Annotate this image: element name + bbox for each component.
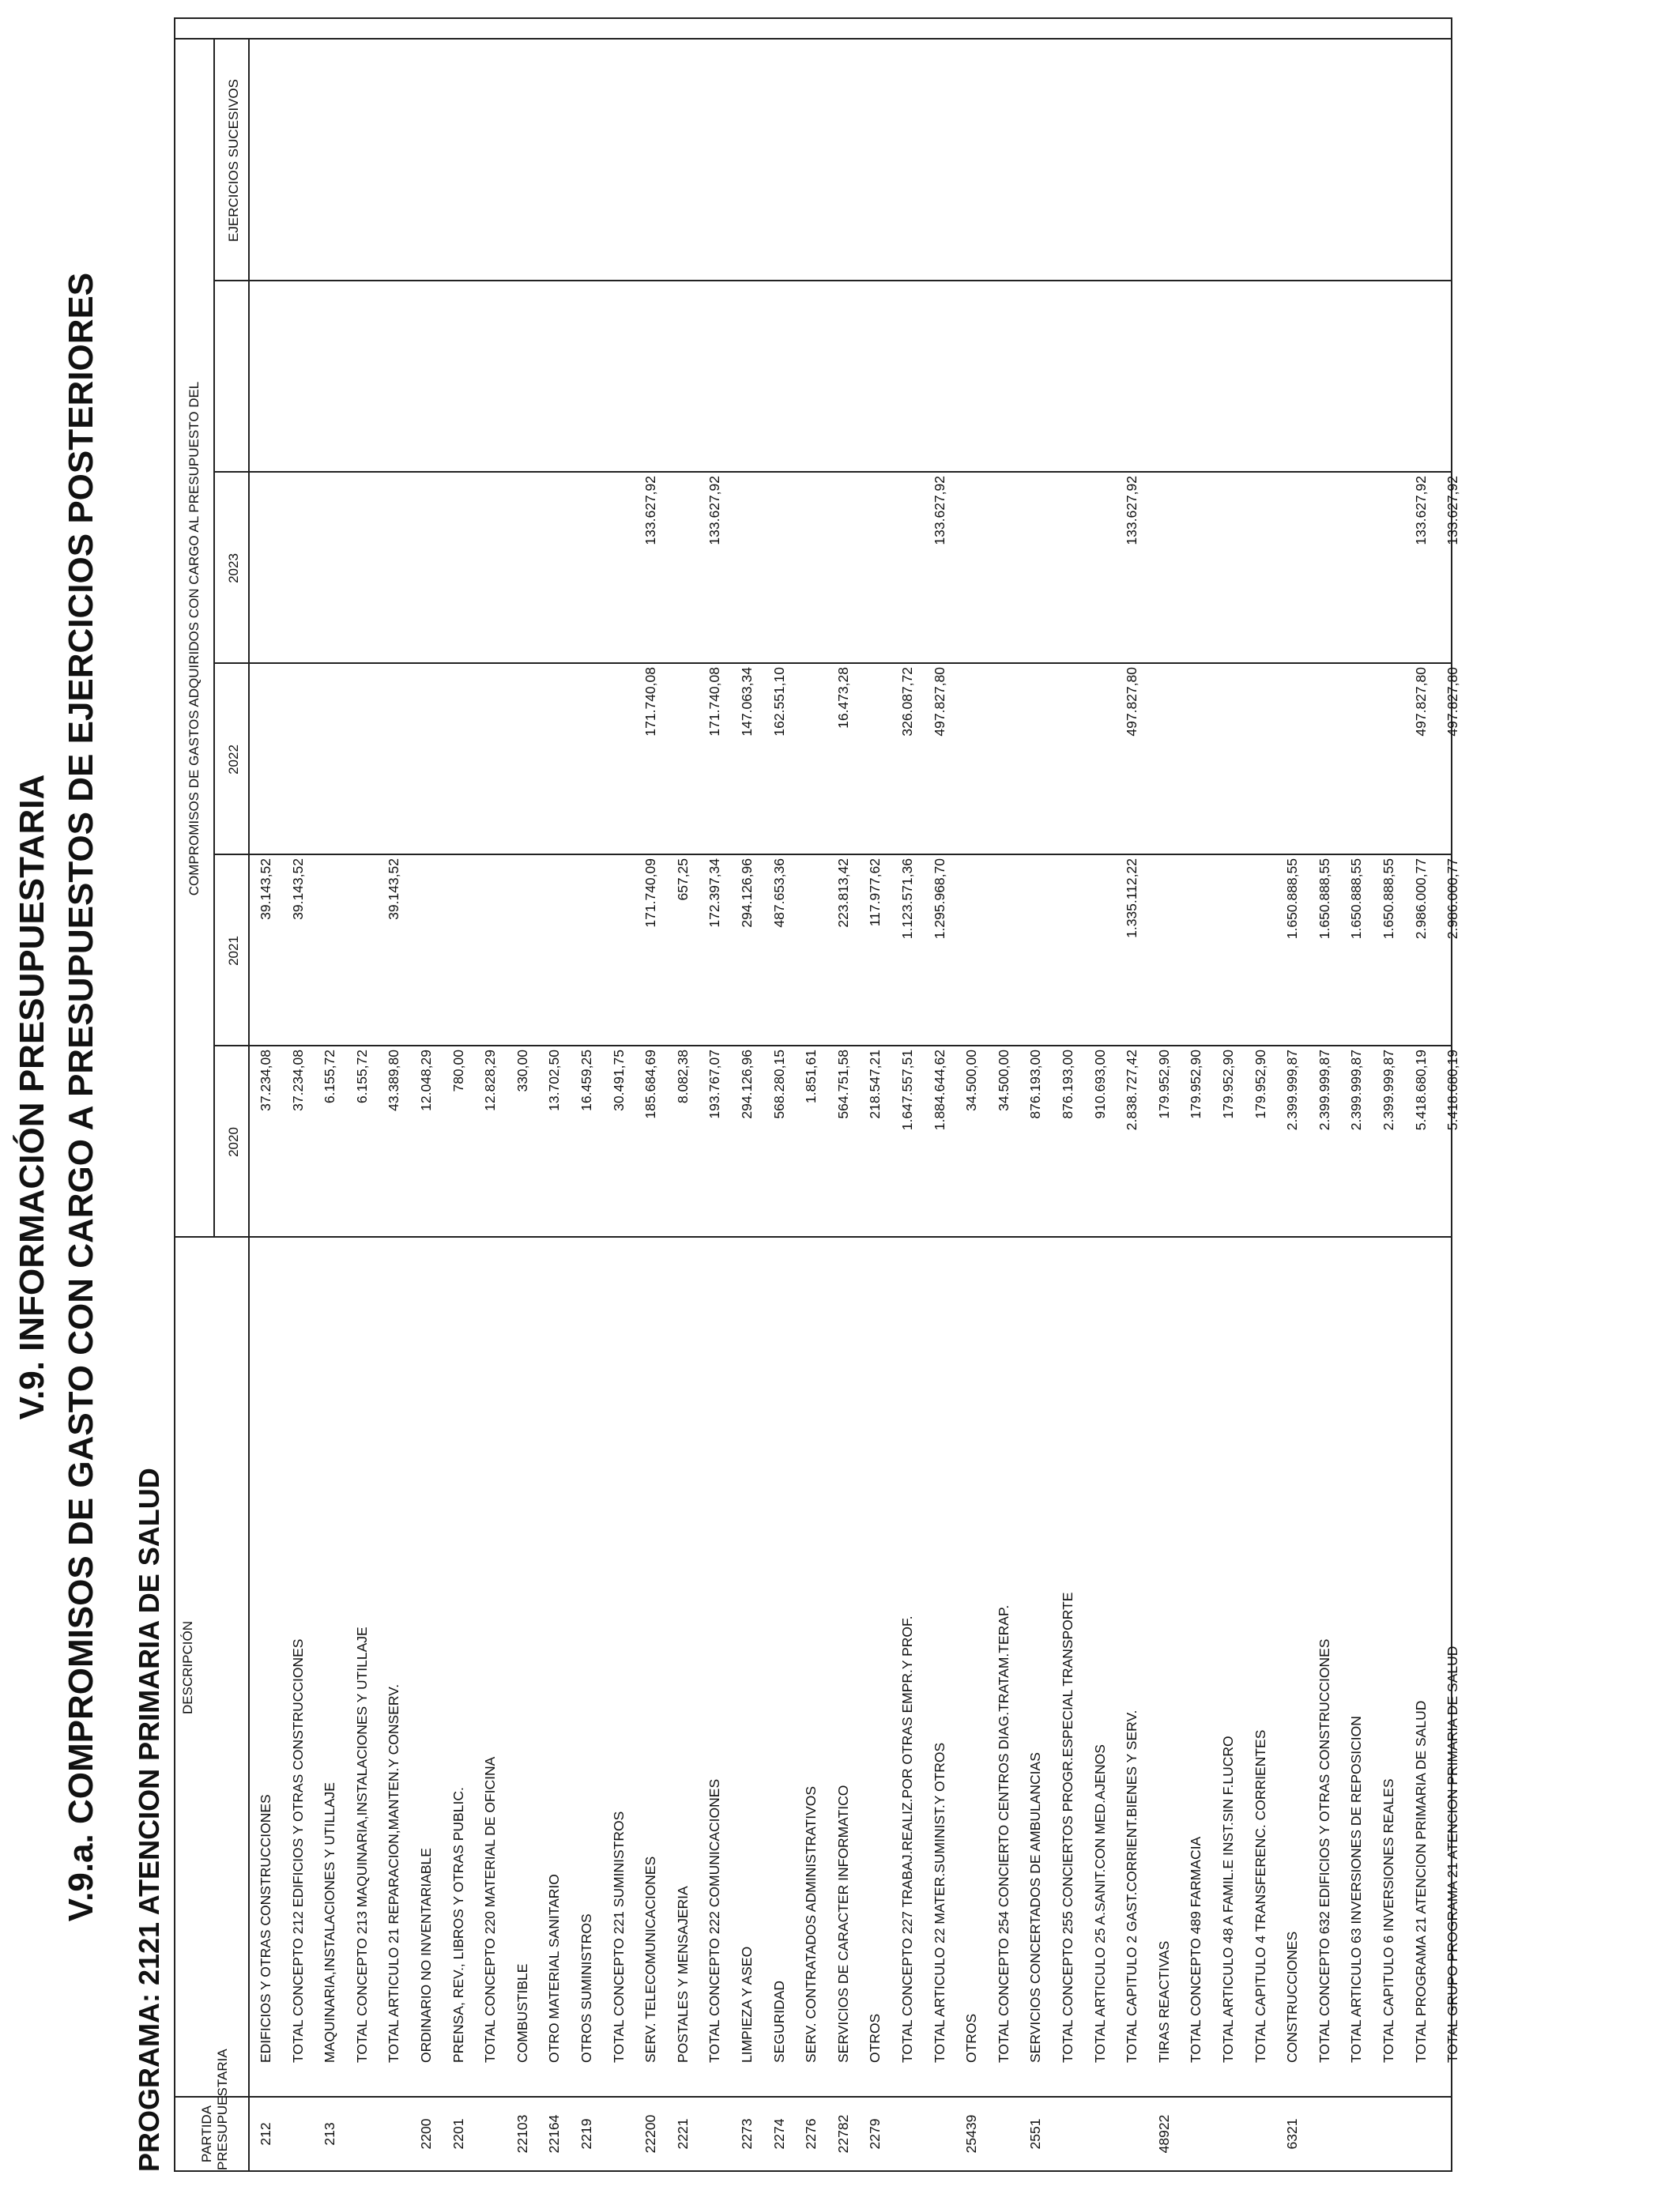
amount-v2022: 497.827,80	[1124, 667, 1140, 737]
description: MAQUINARIA,INSTALACIONES Y UTILLAJE	[322, 1782, 338, 2063]
amount-v2021: 1.295.968,70	[931, 858, 947, 940]
amount-v2023: 133.627,92	[1445, 476, 1461, 545]
amount-v2022: 326.087,72	[899, 667, 915, 737]
amount-v2022: 162.551,10	[770, 667, 787, 737]
description: TOTAL CONCEPTO 222 COMUNICACIONES	[706, 1778, 723, 2063]
partida-code: 2200	[418, 2118, 434, 2150]
amount-v2020: 43.389,80	[386, 1050, 402, 1111]
amount-v2021: 117.977,62	[867, 858, 883, 927]
description: POSTALES Y MENSAJERIA	[674, 1886, 691, 2063]
description: SERVICIOS DE CARACTER INFORMATICO	[834, 1785, 851, 2063]
description: SEGURIDAD	[770, 1980, 787, 2063]
amount-v2020: 185.684,69	[642, 1050, 659, 1119]
description: TIRAS REACTIVAS	[1155, 1940, 1172, 2063]
description: SERV. TELECOMUNICACIONES	[642, 1856, 659, 2063]
amount-v2021: 171.740,09	[642, 858, 659, 928]
amount-v2021: 39.143,52	[289, 858, 306, 920]
amount-v2020: 1.647.557,51	[899, 1050, 915, 1131]
partida-code: 2551	[1027, 2118, 1044, 2150]
header-partida-line2: PRESUPUESTARIA	[215, 2049, 230, 2170]
description: TOTAL CONCEPTO 221 SUMINISTROS	[610, 1811, 627, 2063]
amount-v2021: 1.123.571,36	[899, 858, 915, 940]
partida-code: 6321	[1284, 2118, 1301, 2150]
description: TOTAL ARTICULO 25 A.SANIT.CON MED.AJENOS	[1091, 1744, 1108, 2063]
amount-v2020: 179.952,90	[1155, 1050, 1172, 1119]
amount-v2022: 171.740,08	[706, 667, 723, 737]
description: TOTAL PROGRAMA 21 ATENCION PRIMARIA DE SALUD	[1412, 1700, 1429, 2063]
description: PRENSA, REV., LIBROS Y OTRAS PUBLIC.	[450, 1787, 466, 2063]
amount-v2020: 1.884.644,62	[931, 1050, 947, 1131]
description: TOTAL CONCEPTO 220 MATERIAL DE OFICINA	[482, 1756, 499, 2063]
amount-v2020: 37.234,08	[258, 1050, 273, 1111]
description: TOTAL CONCEPTO 212 EDIFICIOS Y OTRAS CONSTRUCCIONES	[289, 1638, 306, 2063]
amount-v2021: 223.813,42	[834, 858, 851, 928]
description: TOTAL ARTICULO 22 MATER.SUMINIST.Y OTROS	[931, 1742, 947, 2063]
header-divider	[248, 40, 250, 2170]
description: TOTAL ARTICULO 63 INVERSIONES DE REPOSICION	[1348, 1716, 1365, 2063]
header-2022: 2022	[226, 745, 241, 775]
header-descripcion: DESCRIPCIÓN	[180, 1620, 195, 1715]
document-title: V.9. INFORMACIÓN PRESUPUESTARIA	[13, 774, 51, 1420]
amount-v2022: 147.063,34	[739, 667, 755, 737]
description: TOTAL CAPITULO 6 INVERSIONES REALES	[1381, 1778, 1396, 2063]
amount-v2020: 8.082,38	[674, 1050, 691, 1104]
column-divider	[175, 38, 1451, 40]
amount-v2020: 780,00	[450, 1050, 466, 1092]
amount-v2020: 6.155,72	[322, 1050, 338, 1104]
description: OTROS SUMINISTROS	[578, 1913, 594, 2063]
description: TOTAL GRUPO PROGRAMA 21 ATENCION PRIMARIA DE SALUD	[1445, 1646, 1461, 2063]
amount-v2021: 39.143,52	[386, 858, 402, 920]
description: TOTAL CONCEPTO 227 TRABAJ.REALIZ.POR OTRAS EMPR.Y PROF.	[899, 1615, 915, 2063]
amount-v2020: 2.399.999,87	[1381, 1050, 1396, 1131]
column-divider	[213, 662, 1451, 664]
amount-v2022: 497.827,80	[931, 667, 947, 737]
amount-v2020: 2.838.727,42	[1124, 1050, 1140, 1131]
description: TOTAL CONCEPTO 254 CONCIERTO CENTROS DIAG.TRATAM.TERAP.	[995, 1604, 1011, 2063]
amount-v2021: 1.650.888,55	[1284, 858, 1301, 940]
amount-v2020: 37.234,08	[289, 1050, 306, 1111]
column-divider	[213, 471, 1451, 473]
amount-v2020: 34.500,00	[963, 1050, 980, 1111]
amount-v2020: 179.952,90	[1188, 1050, 1204, 1119]
partida-code: 2279	[867, 2118, 883, 2150]
partida-code: 22103	[514, 2114, 530, 2154]
description: EDIFICIOS Y OTRAS CONSTRUCCIONES	[258, 1794, 273, 2063]
amount-v2021: 1.650.888,55	[1316, 858, 1332, 940]
partida-code: 25439	[963, 2114, 980, 2154]
header-partida-line1: PARTIDA	[199, 2105, 214, 2163]
amount-v2020: 179.952,90	[1252, 1050, 1268, 1119]
partida-code: 2276	[803, 2118, 819, 2150]
amount-v2021: 1.335.112,22	[1124, 858, 1140, 938]
amount-v2020: 876.193,00	[1027, 1050, 1044, 1119]
description: OTROS	[963, 2013, 980, 2063]
amount-v2021: 2.986.000,77	[1412, 858, 1429, 940]
partida-code: 22782	[834, 2114, 851, 2154]
description: SERV. CONTRATADOS ADMINISTRATIVOS	[803, 1785, 819, 2063]
amount-v2020: 2.399.999,87	[1348, 1050, 1365, 1131]
partida-code: 2273	[739, 2118, 755, 2150]
amount-v2021: 172.397,34	[706, 858, 723, 928]
partida-code: 2201	[450, 2118, 466, 2150]
amount-v2023: 133.627,92	[1412, 476, 1429, 545]
column-divider	[213, 1045, 1451, 1046]
amount-v2022: 16.473,28	[834, 667, 851, 729]
amount-v2020: 12.828,29	[482, 1050, 499, 1111]
description: TOTAL ARTICULO 48 A FAMIL.E INST.SIN F.LUCRO	[1220, 1736, 1236, 2063]
amount-v2020: 12.048,29	[418, 1050, 434, 1111]
amount-v2020: 294.126,96	[739, 1050, 755, 1119]
description: TOTAL CONCEPTO 489 FARMACIA	[1188, 1836, 1204, 2063]
amount-v2023: 133.627,92	[706, 476, 723, 545]
header-sucesivos: EJERCICIOS SUCESIVOS	[226, 79, 241, 242]
partida-code: 22164	[546, 2114, 563, 2154]
header-partida	[199, 2049, 231, 2170]
amount-v2020: 6.155,72	[353, 1050, 370, 1104]
amount-v2020: 30.491,75	[610, 1050, 627, 1111]
commitments-table	[174, 17, 1461, 2172]
partida-code: 48922	[1155, 2114, 1172, 2154]
amount-v2020: 16.459,25	[578, 1050, 594, 1111]
amount-v2020: 1.851,61	[803, 1050, 819, 1104]
header-group: COMPROMISOS DE GASTOS ADQUIRIDOS CON CARGO AL PRESUPUESTO DEL	[186, 381, 202, 896]
description: OTROS	[867, 2013, 883, 2063]
amount-v2020: 910.693,00	[1091, 1050, 1108, 1119]
header-2020: 2020	[226, 1127, 241, 1157]
amount-v2021: 487.653,36	[770, 858, 787, 928]
partida-code: 2219	[578, 2118, 594, 2150]
column-divider	[213, 280, 1451, 281]
amount-v2021: 2.986.000,77	[1445, 858, 1461, 940]
amount-v2021: 1.650.888,55	[1348, 858, 1365, 940]
description: TOTAL CONCEPTO 255 CONCIERTOS PROGR.ESPECIAL TRANSPORTE	[1060, 1592, 1075, 2063]
amount-v2020: 2.399.999,87	[1284, 1050, 1301, 1131]
partida-code: 22200	[642, 2114, 659, 2154]
description: TOTAL CAPITULO 4 TRANSFERENC. CORRIENTES	[1252, 1729, 1268, 2063]
amount-v2021: 39.143,52	[258, 858, 273, 920]
column-divider	[175, 1236, 1451, 1238]
amount-v2020: 5.418.680,19	[1412, 1050, 1429, 1131]
amount-v2020: 564.751,58	[834, 1050, 851, 1119]
amount-v2022: 497.827,80	[1412, 667, 1429, 737]
amount-v2020: 330,00	[514, 1050, 530, 1092]
partida-code: 2221	[674, 2118, 691, 2150]
amount-v2020: 2.399.999,87	[1316, 1050, 1332, 1131]
amount-v2020: 193.767,07	[706, 1050, 723, 1119]
document-subtitle: V.9.a. COMPROMISOS DE GASTO CON CARGO A PRESUPUESTOS DE EJERCICIOS POSTERIORES	[62, 272, 100, 1922]
description: CONSTRUCCIONES	[1284, 1931, 1301, 2063]
amount-v2023: 133.627,92	[931, 476, 947, 545]
amount-v2020: 568.280,15	[770, 1050, 787, 1119]
header-divider	[213, 40, 215, 1238]
description: OTRO MATERIAL SANITARIO	[546, 1874, 563, 2063]
amount-v2020: 218.547,21	[867, 1050, 883, 1119]
description: COMBUSTIBLE	[514, 1963, 530, 2063]
description: TOTAL CAPITULO 2 GAST.CORRIENT.BIENES Y SERV.	[1124, 1710, 1140, 2063]
amount-v2020: 179.952,90	[1220, 1050, 1236, 1119]
header-2023: 2023	[226, 553, 241, 583]
description: TOTAL CONCEPTO 213 MAQUINARIA,INSTALACIONES Y UTILLAJE	[353, 1627, 370, 2063]
amount-v2022: 171.740,08	[642, 667, 659, 737]
description: ORDINARIO NO INVENTARIABLE	[418, 1848, 434, 2063]
column-divider	[213, 854, 1451, 855]
partida-code: 2274	[770, 2118, 787, 2150]
description: TOTAL CONCEPTO 632 EDIFICIOS Y OTRAS CONSTRUCCIONES	[1316, 1638, 1332, 2063]
partida-code: 213	[322, 2122, 338, 2146]
amount-v2021: 1.650.888,55	[1381, 858, 1396, 940]
description: SERVICIOS CONCERTADOS DE AMBULANCIAS	[1027, 1752, 1044, 2063]
amount-v2020: 5.418.680,19	[1445, 1050, 1461, 1131]
amount-v2023: 133.627,92	[1124, 476, 1140, 545]
header-2021: 2021	[226, 936, 241, 966]
program-heading: PROGRAMA: 2121 ATENCION PRIMARIA DE SALUD	[133, 1468, 165, 2172]
amount-v2022: 497.827,80	[1445, 667, 1461, 737]
amount-v2020: 13.702,50	[546, 1050, 563, 1111]
amount-v2021: 657,25	[674, 858, 691, 901]
amount-v2020: 34.500,00	[995, 1050, 1011, 1111]
partida-code: 212	[258, 2122, 273, 2146]
description: LIMPIEZA Y ASEO	[739, 1946, 755, 2063]
amount-v2020: 876.193,00	[1060, 1050, 1075, 1119]
amount-v2021: 294.126,96	[739, 858, 755, 928]
description: TOTAL ARTICULO 21 REPARACION,MANTEN.Y CONSERV.	[386, 1683, 402, 2063]
amount-v2023: 133.627,92	[642, 476, 659, 545]
